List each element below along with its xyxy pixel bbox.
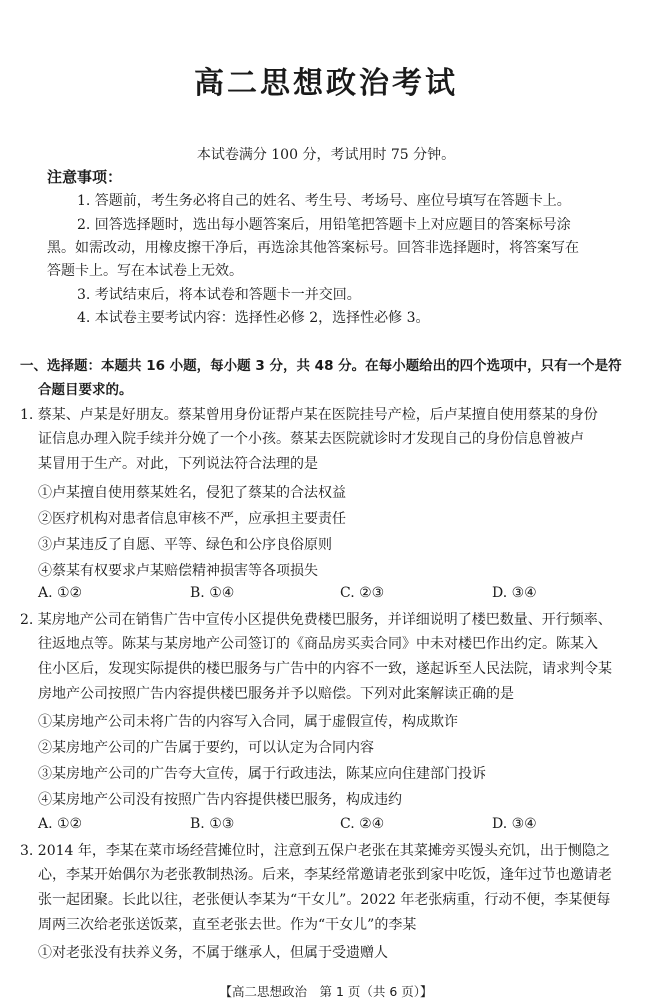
exam-title: 高二思想政治考试 (194, 66, 458, 101)
question-2-option-d[interactable]: D. ③④ (492, 816, 537, 832)
question-2-stem: 住小区后，发现实际提供的楼巴服务与广告中的内容不一致，遂起诉至人民法院，请求判令某 (38, 661, 612, 677)
question-1-stem: 证信息办理入院手续并分娩了一个小孩。蔡某去医院就诊时才发现自己的身份信息曾被卢 (38, 431, 584, 447)
question-3-stem: 3. 2014 年，李某在菜市场经营摊位时，注意到五保户老张在其菜摊旁买馒头充饥，出于恻隐之 (20, 843, 610, 859)
question-1-statement: ①卢某擅自使用蔡某姓名，侵犯了蔡某的合法权益 (38, 485, 346, 501)
question-3-statement: ①对老张没有扶养义务，不属于继承人，但属于受遗赠人 (38, 945, 388, 961)
notice-line: 4. 本试卷主要考试内容：选择性必修 2，选择性必修 3。 (77, 310, 430, 326)
question-1-statement: ④蔡某有权要求卢某赔偿精神损害等各项损失 (38, 563, 318, 579)
notice-line: 答题卡上。写在本试卷上无效。 (47, 263, 243, 279)
section-heading: 一、选择题：本题共 16 小题，每小题 3 分，共 48 分。在每小题给出的四个选项中，只有一个是符 (20, 358, 622, 374)
question-2-option-a[interactable]: A. ①② (38, 816, 83, 832)
question-2-statement: ①某房地产公司未将广告的内容写入合同，属于虚假宣传，构成欺诈 (38, 714, 458, 730)
page-footer: 【高二思想政治 第 1 页（共 6 页）】 (219, 984, 433, 999)
exam-intro: 本试卷满分 100 分，考试用时 75 分钟。 (196, 147, 456, 163)
question-2-stem: 房地产公司按照广告内容提供楼巴服务并予以赔偿。下列对此案解读正确的是 (38, 686, 514, 702)
question-1-stem: 1. 蔡某、卢某是好朋友。蔡某曾用身份证帮卢某在医院挂号产检，后卢某擅自使用蔡某的身份 (20, 407, 598, 423)
question-3-stem: 心，李某开始偶尔为老张教制热汤。后来，李某经常邀请老张到家中吃饭，逢年过节也邀请老 (38, 867, 612, 883)
question-2-statement: ②某房地产公司的广告属于要约，可以认定为合同内容 (38, 740, 374, 756)
notice-line: 3. 考试结束后，将本试卷和答题卡一并交回。 (77, 287, 361, 303)
notice-line: 黑。如需改动，用橡皮擦干净后，再选涂其他答案标号。回答非选择题时，将答案写在 (47, 240, 579, 256)
question-1-statement: ③卢某违反了自愿、平等、绿色和公序良俗原则 (38, 537, 332, 553)
question-1-option-b[interactable]: B. ①④ (190, 585, 235, 601)
question-2-statement: ④某房地产公司没有按照广告内容提供楼巴服务，构成违约 (38, 792, 402, 808)
question-2-stem: 2. 某房地产公司在销售广告中宣传小区提供免费楼巴服务，并详细说明了楼巴数量、开行频率、 (20, 612, 612, 628)
question-2-option-b[interactable]: B. ①③ (190, 816, 235, 832)
notice-line: 1. 答题前，考生务必将自己的姓名、考生号、考场号、座位号填写在答题卡上。 (77, 193, 571, 209)
notice-heading: 注意事项： (47, 168, 123, 186)
question-2-stem: 往返地点等。陈某与某房地产公司签订的《商品房买卖合同》中未对楼巴作出约定。陈某入 (38, 636, 598, 652)
question-1-statement: ②医疗机构对患者信息审核不严，应承担主要责任 (38, 511, 346, 527)
question-1-stem: 某冒用于生产。对此，下列说法符合法理的是 (38, 456, 318, 472)
section-heading-cont: 合题目要求的。 (38, 382, 133, 398)
question-1-option-d[interactable]: D. ③④ (492, 585, 537, 601)
question-2-statement: ③某房地产公司的广告夸大宣传，属于行政违法，陈某应向住建部门投诉 (38, 766, 486, 782)
question-1-option-c[interactable]: C. ②③ (340, 585, 385, 601)
question-2-option-c[interactable]: C. ②④ (340, 816, 385, 832)
question-3-stem: 周两三次给老张送饭菜，直至老张去世。作为“干女儿”的李某 (38, 917, 417, 933)
notice-line: 2. 回答选择题时，选出每小题答案后，用铅笔把答题卡上对应题目的答案标号涂 (77, 217, 571, 233)
question-1-option-a[interactable]: A. ①② (38, 585, 83, 601)
question-3-stem: 张一起团聚。长此以往，老张便认李某为“干女儿”。2022 年老张病重，行动不便，李某便每 (38, 892, 611, 908)
